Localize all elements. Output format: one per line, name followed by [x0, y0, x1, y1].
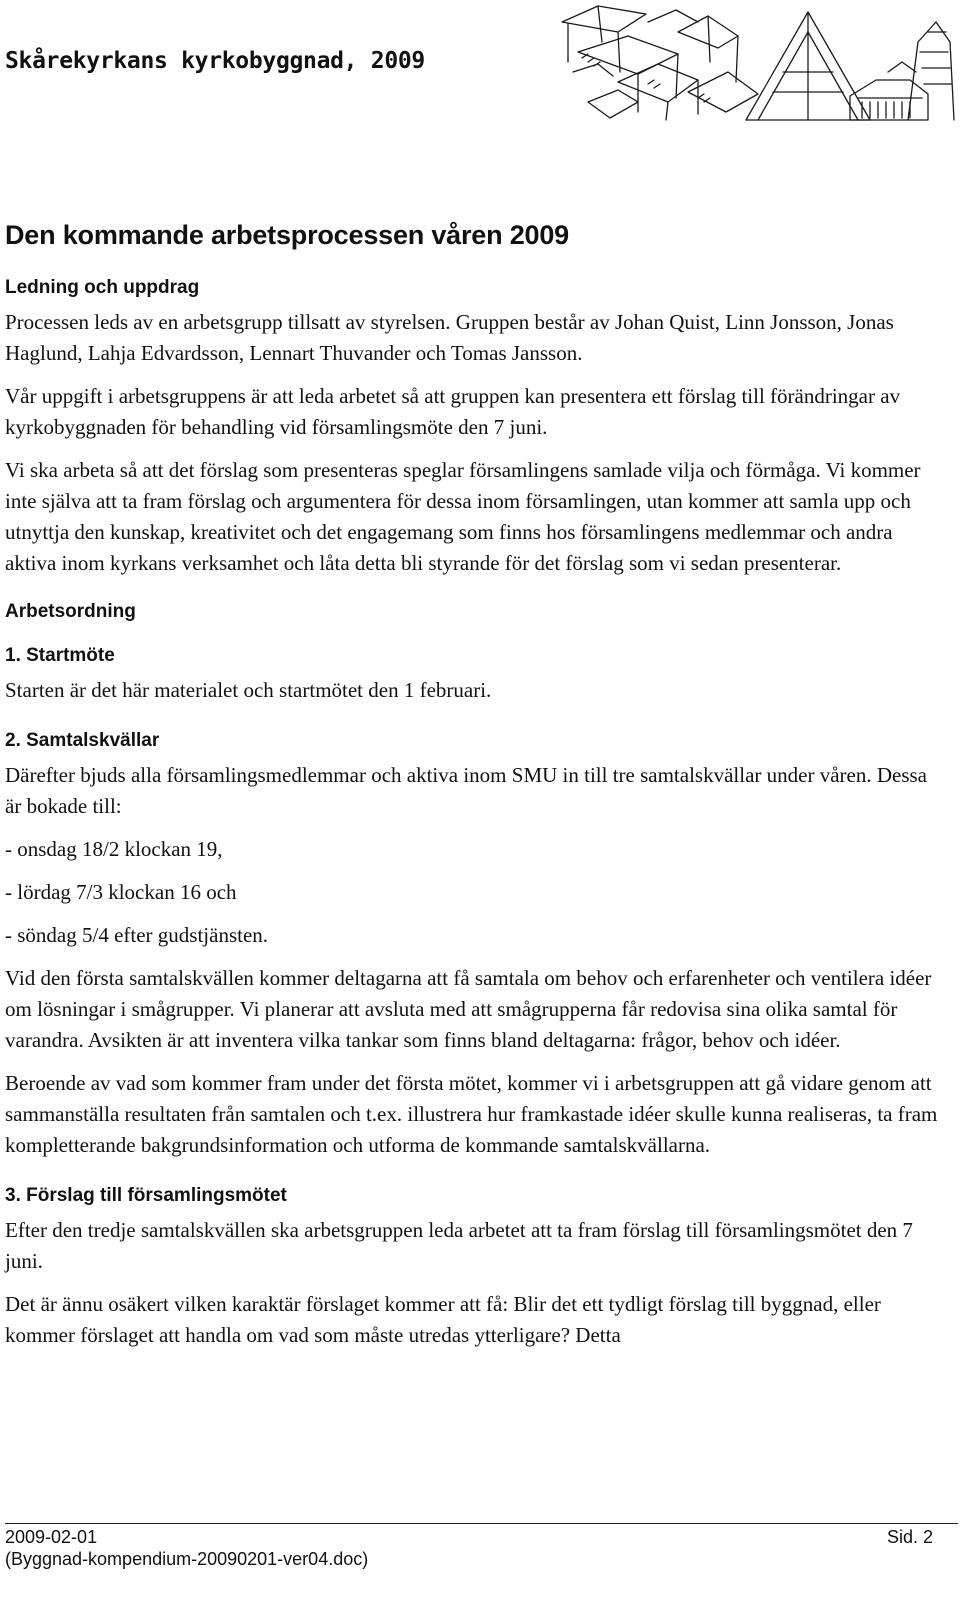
page-title: Den kommande arbetsprocessen våren 2009 — [5, 220, 569, 250]
paragraph: Beroende av vad som kommer fram under det första mötet, kommer vi i arbetsgruppen att gå vidare genom att sammanställa resultaten från samtalen och t.ex. illustrera hur framkastade idéer skulle kunna realiseras, ta fram kompletterande bakgrundsinformation och utforma de kommande samtalskvällarna. — [5, 1071, 938, 1157]
section-heading-arbetsordning: Arbetsordning — [5, 601, 136, 622]
document-body — [5, 220, 940, 1363]
paragraph: Vår uppgift i arbetsgruppens är att leda arbetet så att gruppen kan presentera ett förslag till förändringar av kyrkobyggnaden för behandling vid församlingsmöte den 7 juni. — [5, 384, 901, 439]
step-heading-forslag: 3. Förslag till församlingsmötet — [5, 1185, 287, 1206]
paragraph: Efter den tredje samtalskvällen ska arbetsgruppen leda arbetet att ta fram förslag till församlingsmötet den 7 juni. — [5, 1218, 913, 1273]
footer-filename: (Byggnad-kompendium-20090201-ver04.doc) — [5, 1549, 369, 1569]
paragraph: Det är ännu osäkert vilken karaktär förslaget kommer att få: Blir det ett tydligt förslag till byggnad, eller kommer förslaget att handla om vad som måste utredas ytterligare? Detta — [5, 1292, 881, 1347]
date-item: - onsdag 18/2 klockan 19, — [5, 837, 223, 861]
footer-date: 2009-02-01 — [5, 1527, 98, 1547]
step-heading-samtalskvallar: 2. Samtalskvällar — [5, 730, 160, 751]
page-number: Sid. 2 — [886, 1527, 933, 1547]
date-item: - lördag 7/3 klockan 16 och — [5, 880, 237, 904]
section-heading-ledning: Ledning och uppdrag — [5, 277, 200, 298]
paragraph: Vid den första samtalskvällen kommer deltagarna att få samtala om behov och erfarenheter och ventilera idéer om lösningar i smågrupper. Vi planerar att avsluta med att smågrupperna får redovisa sina olika samtal för varandra. Avsikten är att inventera vilka tankar som finns bland deltagarna: frågor, behov och idéer. — [5, 966, 932, 1052]
document-header-title: Skårekyrkans kyrkobyggnad, 2009 — [5, 48, 425, 74]
paragraph: Vi ska arbeta så att det förslag som presenteras speglar församlingens samlade vilja och förmåga. Vi kommer inte själva att ta fram förslag och argumentera för dessa inom församlingen, utan kommer att samla upp och utnyttja den kunskap, kreativitet och det engagemang som finns hos församlingens medlemmar och andra aktiva inom kyrkans verksamhet och låta detta bli styrande för det förslag som vi sedan presenterar. — [5, 458, 921, 575]
paragraph: Därefter bjuds alla församlingsmedlemmar och aktiva inom SMU in till tre samtalskvällar under våren. Dessa är bokade till: — [5, 763, 927, 818]
date-item: - söndag 5/4 efter gudstjänsten. — [5, 923, 269, 947]
paragraph: Starten är det här materialet och startmötet den 1 februari. — [5, 678, 492, 702]
paragraph: Processen leds av en arbetsgrupp tillsatt av styrelsen. Gruppen består av Johan Quist, Linn Jonsson, Jonas Haglund, Lahja Edvardsson, Lennart Thuvander och Tomas Jansson. — [5, 310, 894, 365]
page-footer — [5, 1523, 958, 1570]
step-heading-startmote: 1. Startmöte — [5, 645, 115, 666]
church-sketch-icon — [558, 2, 956, 124]
